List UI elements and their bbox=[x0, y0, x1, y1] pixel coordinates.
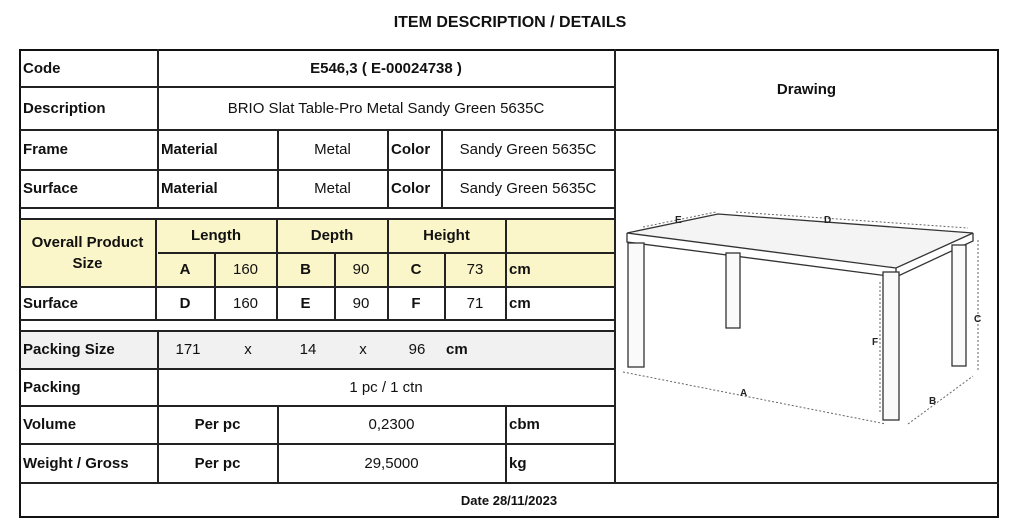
weight-value: 29,5000 bbox=[364, 454, 419, 472]
volume-value: 0,2300 bbox=[368, 416, 415, 433]
overall-size-label-line2: Size bbox=[72, 254, 103, 272]
packing-label: Packing bbox=[23, 378, 81, 396]
drawing-label-a: A bbox=[740, 388, 748, 399]
weight-per: Per pc bbox=[194, 454, 241, 472]
surface-size-unit: cm bbox=[509, 294, 531, 312]
dim-b-label: B bbox=[300, 261, 311, 278]
surface-color-value: Sandy Green 5635C bbox=[459, 180, 597, 197]
packing-size-unit: cm bbox=[446, 341, 468, 358]
drawing-label-d: D bbox=[824, 215, 832, 226]
drawing-label-b: B bbox=[929, 396, 937, 407]
weight-label: Weight / Gross bbox=[23, 454, 129, 472]
packing-x-1: x bbox=[244, 341, 252, 358]
drawing-label: Drawing bbox=[776, 81, 837, 98]
volume-unit: cbm bbox=[509, 416, 540, 433]
packing-value: 1 pc / 1 ctn bbox=[349, 378, 423, 396]
frame-material-label: Material bbox=[161, 141, 218, 158]
volume-label: Volume bbox=[23, 416, 77, 433]
volume-per: Per pc bbox=[194, 416, 241, 433]
dim-f-label: F bbox=[411, 294, 421, 312]
dim-a-value: 160 bbox=[232, 261, 259, 278]
drawing-label-c: C bbox=[974, 314, 982, 325]
frame-material-value: Metal bbox=[314, 141, 351, 158]
length-header: Length bbox=[191, 227, 241, 244]
packing-x-2: x bbox=[359, 341, 367, 358]
description-value: BRIO Slat Table-Pro Metal Sandy Green 5635C bbox=[227, 99, 545, 117]
surface-color-label: Color bbox=[391, 180, 431, 197]
packing-width: 14 bbox=[299, 341, 317, 358]
code-label: Code bbox=[23, 59, 61, 77]
code-value: E546,3 ( E-00024738 ) bbox=[310, 59, 462, 77]
packing-size-label: Packing Size bbox=[23, 341, 115, 358]
dim-f-value: 71 bbox=[466, 294, 484, 312]
dim-d-value: 160 bbox=[232, 294, 259, 312]
page-title: ITEM DESCRIPTION / DETAILS bbox=[393, 14, 627, 31]
dim-e-label: E bbox=[300, 294, 311, 312]
dim-a-label: A bbox=[179, 261, 191, 278]
dim-e-value: 90 bbox=[352, 294, 370, 312]
dim-d-label: D bbox=[179, 294, 191, 312]
dim-c-label: C bbox=[410, 261, 422, 278]
height-header: Height bbox=[423, 227, 470, 244]
drawing-label-f: F bbox=[872, 337, 879, 348]
packing-length: 171 bbox=[175, 341, 201, 358]
overall-unit: cm bbox=[509, 261, 531, 278]
packing-height: 96 bbox=[408, 341, 426, 358]
date: Date 28/11/2023 bbox=[460, 492, 558, 508]
surface-material-label: Material bbox=[161, 180, 218, 197]
description-label: Description bbox=[23, 99, 106, 117]
dim-b-value: 90 bbox=[352, 261, 370, 278]
surface-size-label: Surface bbox=[23, 294, 79, 312]
frame-color-value: Sandy Green 5635C bbox=[459, 141, 597, 158]
depth-header: Depth bbox=[310, 227, 354, 244]
dim-c-value: 73 bbox=[466, 261, 484, 278]
weight-unit: kg bbox=[509, 454, 527, 472]
drawing-label-e: E bbox=[675, 215, 682, 226]
frame-label: Frame bbox=[23, 141, 69, 158]
surface-material-value: Metal bbox=[314, 180, 351, 197]
frame-color-label: Color bbox=[391, 141, 431, 158]
surface-label: Surface bbox=[23, 180, 79, 197]
overall-size-label-line1: Overall Product bbox=[31, 233, 144, 251]
